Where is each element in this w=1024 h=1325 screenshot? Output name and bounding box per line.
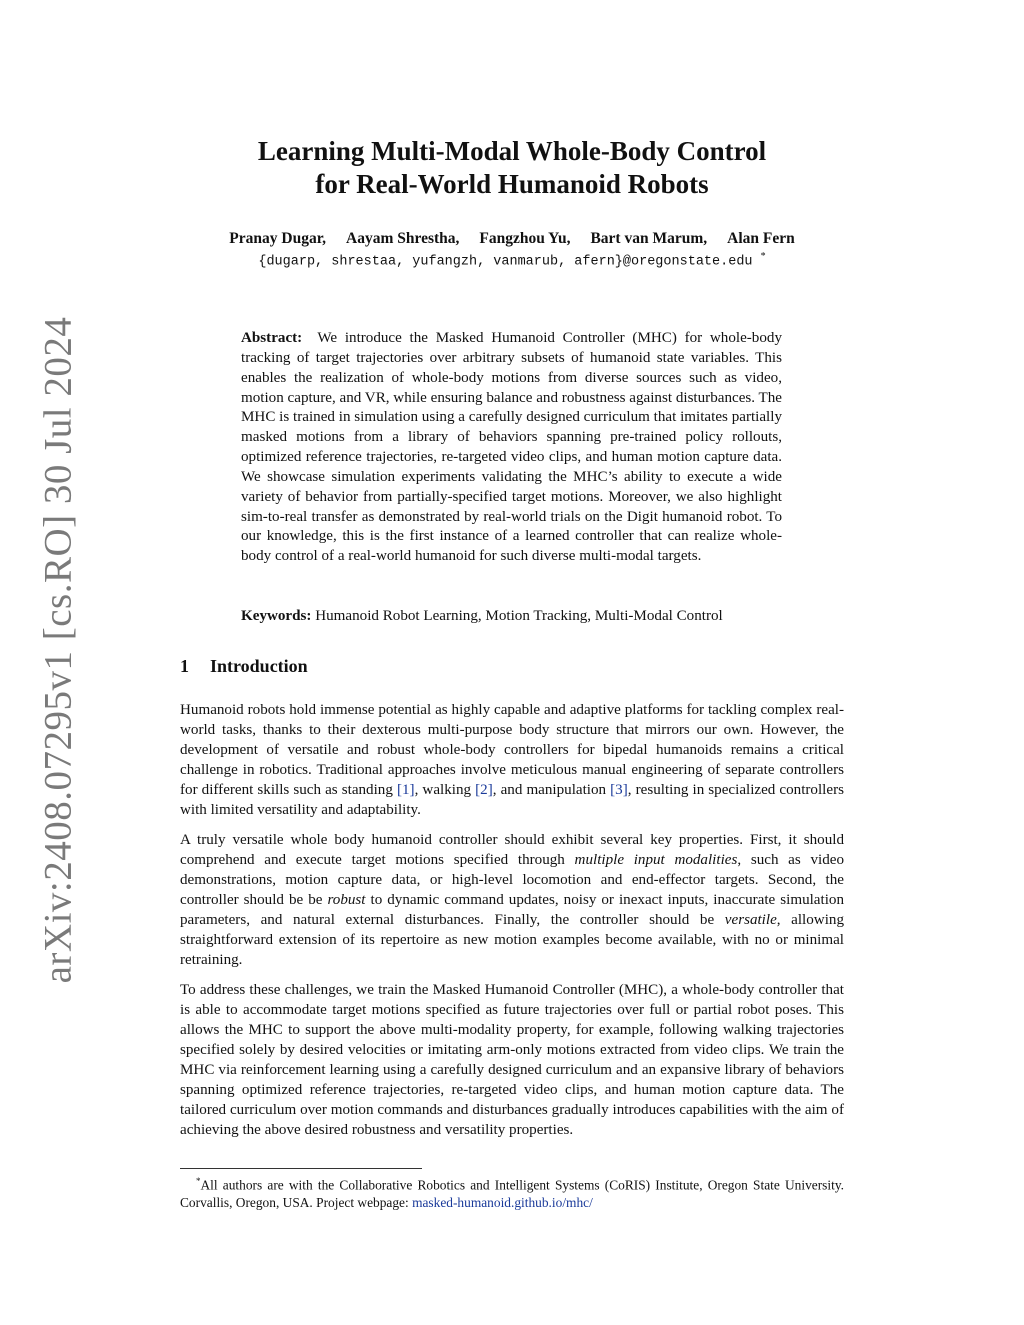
author-name: Fangzhou Yu, <box>479 230 571 247</box>
author-list <box>180 230 844 248</box>
footnote-text: All authors are with the Collaborative Robotics and Intelligent Systems (CoRIS) Institute, Oregon State University. Corvallis, Oregon, USA. Project webpage: <box>180 1177 844 1210</box>
text-run: , allowing straightforward extension of its repertoire as new motion examples become available, with no or minimal retraining. <box>180 912 844 968</box>
keywords <box>241 608 801 625</box>
intro-paragraph-3: To address these challenges, we train the Masked Humanoid Controller (MHC), a whole-body controller that is able to accommodate target motions specified as future trajectories over full or partial robot poses. This allows the MHC to support the above multi-modality property, for example, following walking trajectories specified solely by desired velocities or imitating arm-only motions extracted from video clips. We train the MHC via reinforcement learning using a carefully designed curriculum and an expansive library of behaviors spanning optimized reference trajectories, re-targeted video clips, and human motion capture data. The tailored curriculum over motion commands and disturbances gradually introduces capabilities with the aim of achieving the above desired robustness and versatility properties. <box>180 982 844 1138</box>
author-name: Pranay Dugar, <box>229 230 327 247</box>
text-run: Humanoid robots hold immense potential as highly capable and adaptive platforms for tackling complex real-world tasks, thanks to their dexterous multi-purpose body structure that mirrors our own. However, the development of versatile and robust whole-body controllers for bipedal humanoids remains a critical challenge in robotics. Traditional approaches involve meticulous manual engineering of separate controllers for different skills such as standing <box>180 702 844 798</box>
keywords-label: Keywords: <box>241 608 312 624</box>
text-run: , such as video demonstrations, motion capture data, or high-level locomotion and end-effector targets. Second, the controller should be be <box>180 852 844 908</box>
title-line-2: for Real-World Humanoid Robots <box>315 169 709 199</box>
section-heading-introduction <box>180 656 308 677</box>
text-run: , walking <box>414 782 476 798</box>
keywords-text: Humanoid Robot Learning, Motion Tracking, Multi-Modal Control <box>315 608 723 624</box>
text-run: , and manipulation <box>492 782 611 798</box>
intro-paragraph-2 <box>180 830 844 970</box>
footnote-mark: * <box>196 1176 201 1186</box>
emphasis: multiple input modalities <box>574 852 738 868</box>
paper-title <box>180 135 844 201</box>
intro-paragraph-1 <box>180 700 844 820</box>
footnote-divider <box>180 1168 422 1169</box>
citation-link[interactable]: [2] <box>475 782 493 798</box>
abstract-text: We introduce the Masked Humanoid Controller (MHC) for whole-body tracking of target trajectories over arbitrary subsets of humanoid state variables. This enables the realization of whole-body motions from diverse sources such as video, motion capture, and VR, while ensuring balance and robustness against disturbances. The MHC is trained in simulation using a carefully designed curriculum that imitates partially masked motions from a library of behaviors spanning pre-trained policy rollouts, optimized reference trajectories, re-targeted video clips, and human motion capture data. We showcase simulation experiments validating the MHC’s ability to execute a wide variety of behavior from partially-specified target motions. Moreover, we also highlight sim-to-real transfer as demonstrated by real-world trials on the Digit humanoid robot. To our knowledge, this is the first instance of a learned controller that can realize whole-body control of a real-world humanoid for such diverse multi-modal targets. <box>241 330 783 565</box>
author-name: Aayam Shrestha, <box>346 230 460 247</box>
emphasis: versatile <box>724 912 777 928</box>
footnote <box>180 1173 844 1211</box>
text-run: to dynamic command updates, noisy or inexact inputs, inaccurate simulation parameters, and natural external disturbances. Finally, the controller should be <box>180 892 844 928</box>
citation-link[interactable]: [1] <box>396 782 415 798</box>
text-run: , resulting in specialized controllers with limited versatility and adaptability. <box>180 782 844 818</box>
text-run: A truly versatile whole body humanoid controller should exhibit several key properties. First, it should comprehend and execute target motions specified through <box>180 832 844 868</box>
citation-link[interactable]: [3] <box>610 782 628 798</box>
footnote-mark: * <box>760 251 766 262</box>
author-name: Bart van Marum, <box>590 230 708 247</box>
arxiv-identifier: arXiv:2408.07295v1 [cs.RO] 30 Jul 2024 <box>36 316 80 984</box>
section-number: 1 <box>180 656 189 676</box>
emphasis: robust <box>327 892 366 908</box>
project-webpage-link[interactable]: masked-humanoid.github.io/mhc/ <box>412 1194 593 1210</box>
author-emails <box>180 251 844 270</box>
author-name: Alan Fern <box>727 230 795 247</box>
title-line-1: Learning Multi-Modal Whole-Body Control <box>257 136 767 166</box>
abstract-label: Abstract: <box>241 330 303 346</box>
abstract <box>241 329 782 567</box>
email-list: {dugarp, shrestaa, yufangzh, vanmarub, afern}@oregonstate.edu <box>258 254 753 270</box>
section-title: Introduction <box>210 656 308 676</box>
